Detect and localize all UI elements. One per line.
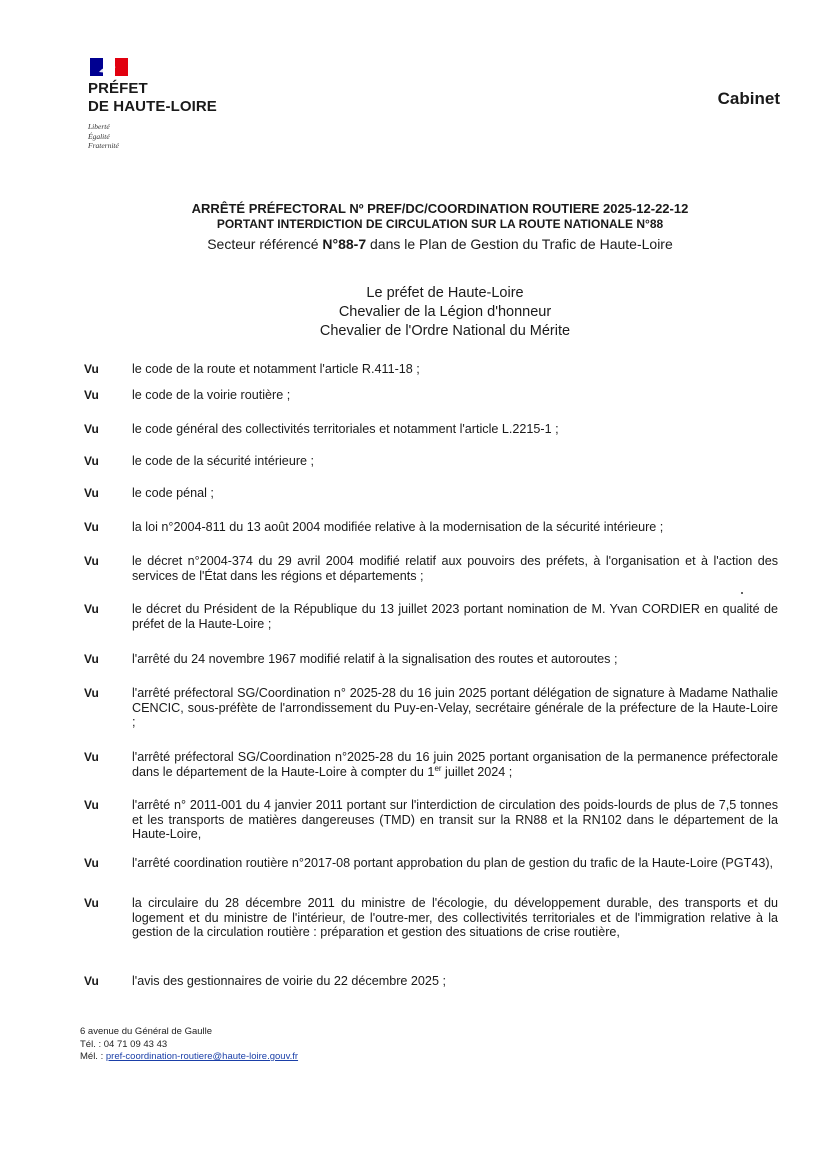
footer-mail-label: Mél. : [80,1051,106,1062]
vu-text: le code de la sécurité intérieure ; [132,454,315,468]
vu-text [132,750,778,779]
sector-reference: N°88-7 [322,236,367,252]
prefect-line1: PRÉFET [88,80,148,97]
sector-prefix: Secteur référencé [207,236,323,252]
motto-egalite: Égalité [88,131,110,141]
vu-label: Vu [84,686,99,700]
vu-text: le code de la voirie routière ; [132,388,291,402]
vu-label: Vu [84,652,99,666]
vu-label: Vu [84,362,99,376]
vu-text-tail: juillet 2024 ; [441,764,513,779]
decree-title [60,200,820,254]
vu-label: Vu [84,486,99,500]
motto-liberte: Liberté [88,122,110,131]
vu-text: le code pénal ; [132,486,214,500]
department-label: Cabinet [717,89,780,108]
motto-fraternite: Fraternité [88,141,119,150]
vu-label: Vu [84,602,99,616]
footer-address: 6 avenue du Général de Gaulle [80,1026,213,1037]
sector-suffix: dans le Plan de Gestion du Trafic de Haute-Loire [366,236,673,252]
vu-text: l'arrêté n° 2011-001 du 4 janvier 2011 portant sur l'interdiction de circulation des poids-lourds de plus de 7,5 tonnes et les transports de matières dangereuses (TMD) en transit sur la RN88 et la RN102 dans le département de la Haute-Loire, [132,798,778,842]
vu-text: le code de la route et notamment l'article R.411-18 ; [132,362,420,376]
vu-label: Vu [84,798,99,812]
vu-text: la circulaire du 28 décembre 2011 du ministre de l'écologie, du développement durable, des transports et du logement et du ministre de l'intérieur, de l'outre-mer, des collectivités territoriales et de l'immigration relative à la gestion de la circulation routière : préparation et gestion des situations de crise routière, [132,896,778,940]
vu-text: l'arrêté préfectoral SG/Coordination n° 2025-28 du 16 juin 2025 portant délégation de signature à Madame Nathalie CENCIC, sous-préfète de l'arrondissement du Puy-en-Velay, secrétaire générale de la préfecture de la Haute-Loire ; [132,686,778,730]
prefect-titles [60,284,827,341]
vu-text: la loi n°2004-811 du 13 août 2004 modifiée relative à la modernisation de la sécurité intérieure ; [132,520,664,534]
decree-title-line2: PORTANT INTERDICTION DE CIRCULATION SUR LA ROUTE NATIONALE N°88 [216,217,664,231]
vu-text-main: l'arrêté préfectoral SG/Coordination n°2025-28 du 16 juin 2025 portant organisation de la permanence préfectorale dans le département de la Haute-Loire à compter du 1 [132,750,778,779]
prefecture-logo [88,58,248,151]
vu-text: le décret du Président de la République du 13 juillet 2023 portant nomination de M. Yvan CORDIER en qualité de préfet de la Haute-Loire ; [132,602,778,631]
vu-label: Vu [84,974,99,988]
prefect-title-line3: Chevalier de l'Ordre National du Mérite [319,323,571,339]
republic-motto [88,122,248,151]
vu-label: Vu [84,388,99,402]
vu-label: Vu [84,856,99,870]
prefect-title-line2: Chevalier de la Légion d'honneur [338,304,552,320]
footer-phone: Tél. : 04 71 09 43 43 [80,1038,168,1050]
decree-title-line1: ARRÊTÉ PRÉFECTORAL Nº PREF/DC/COORDINATION ROUTIERE 2025-12-22-12 [191,201,689,216]
french-flag-icon [90,58,128,76]
vu-text: l'arrêté du 24 novembre 1967 modifié relatif à la signalisation des routes et autoroutes ; [132,652,618,666]
vu-label: Vu [84,454,99,468]
vu-label: Vu [84,554,99,568]
prefect-name [88,80,248,116]
vu-label: Vu [84,750,99,764]
vu-label: Vu [84,422,99,436]
scan-speck [741,592,743,594]
vu-text: l'avis des gestionnaires de voirie du 22 décembre 2025 ; [132,974,446,988]
prefect-line2: DE HAUTE-LOIRE [88,98,217,115]
decree-sector-line [60,234,820,254]
vu-text: le code général des collectivités territoriales et notamment l'article L.2215-1 ; [132,422,559,436]
footer-mail-link[interactable]: pref-coordination-routiere@haute-loire.gouv.fr [105,1051,299,1062]
prefect-title-line1: Le préfet de Haute-Loire [366,285,524,301]
contact-footer [80,1026,298,1064]
footer-mail-line [80,1051,298,1064]
vu-text: le décret n°2004-374 du 29 avril 2004 modifié relatif aux pouvoirs des préfets, à l'organisation et à l'action des services de l'État dans les régions et départements ; [132,554,778,583]
ordinal-suffix: er [434,763,442,773]
vu-label: Vu [84,896,99,910]
vu-text: l'arrêté coordination routière n°2017-08 portant approbation du plan de gestion du trafic de la Haute-Loire (PGT43), [132,856,774,870]
vu-label: Vu [84,520,99,534]
